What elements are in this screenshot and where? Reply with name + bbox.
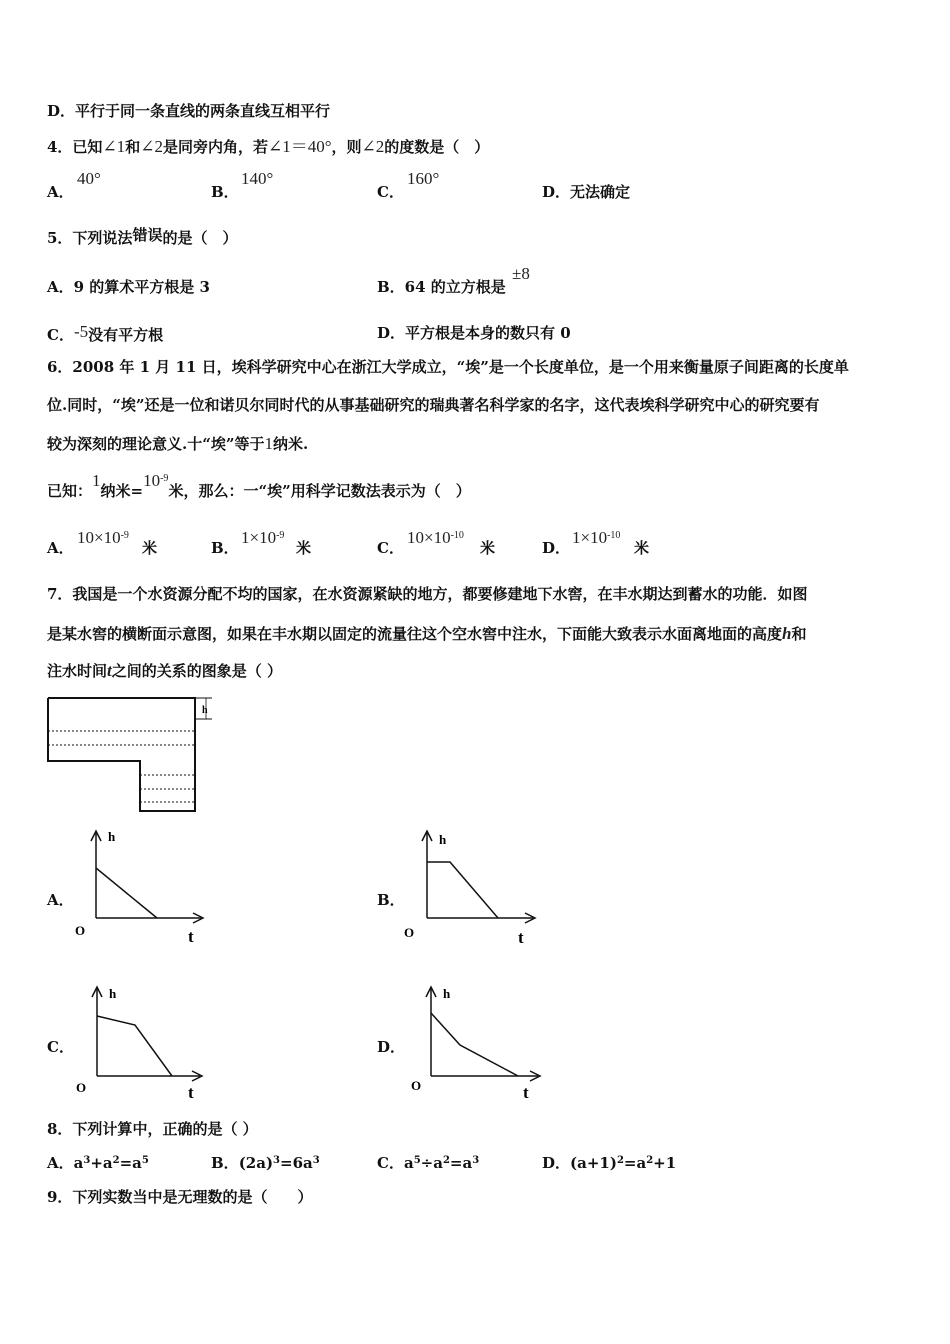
q4-option-b-label: B． (211, 183, 239, 201)
q8-option-c (377, 1156, 479, 1171)
q6-option-a-exp: -9 (120, 530, 129, 541)
q6-option-a-value (77, 529, 129, 546)
q4-angle2: ∠2 (140, 137, 163, 156)
q8-a-label: A． (47, 1154, 74, 1172)
q6-option-c-label: C． (377, 539, 404, 557)
q5-option-c (47, 322, 164, 344)
q8-c-exp: 3 (472, 1155, 480, 1166)
graph-b-origin-label: O (404, 925, 415, 940)
q4-stem-part: 是同旁内角，若 (162, 138, 268, 156)
q6-option-b-exp: -9 (276, 530, 285, 541)
q6-option-b-label: B． (211, 539, 239, 557)
q6-option-b-unit: 米 (296, 539, 312, 557)
q6-known-base: 10 (143, 471, 161, 490)
q7-line2-part: 和 (791, 625, 807, 643)
q8-b-exp: 3 (273, 1155, 281, 1166)
q8-a-exp: 2 (112, 1155, 120, 1166)
q8-b-exp: 3 (312, 1155, 320, 1166)
graph-a (70, 825, 210, 950)
q6-line3-part: 较为深刻的理论意义.十“埃”等于 (47, 435, 265, 453)
graph-c-t-label: t (188, 1083, 194, 1102)
q3-option-d: D．平行于同一条直线的两条直线互相平行 (47, 102, 331, 120)
q7-option-c-label: C． (47, 1038, 74, 1056)
q4-option-c-value: 160° (407, 169, 440, 188)
q8-b-term: (2a) (238, 1154, 274, 1172)
graph-b-curve (427, 862, 498, 918)
graph-b (400, 828, 545, 953)
q8-c-term: ÷a (420, 1154, 443, 1172)
q4-condition: ∠1＝40° (267, 137, 332, 156)
q6-known (47, 471, 471, 500)
q8-d-exp: 2 (646, 1155, 654, 1166)
q5-option-a: A．9 的算术平方根是 3 (47, 278, 210, 296)
q8-b-term: =6a (280, 1154, 313, 1172)
q6-known-part: 已知： (47, 482, 93, 500)
q4-option-b-value: 140° (241, 169, 274, 188)
q6-option-b-value (241, 529, 284, 546)
q8-stem: 8．下列计算中，正确的是（ ） (47, 1120, 258, 1138)
graph-d-curve (431, 1013, 518, 1076)
q5-stem-part: 的是（ ） (162, 229, 238, 247)
q8-c-exp: 2 (442, 1155, 450, 1166)
q4-angle1: ∠1 (102, 137, 126, 156)
q8-d-exp: 2 (616, 1155, 624, 1166)
graph-c (72, 980, 212, 1105)
q8-d-term: +1 (653, 1154, 677, 1172)
q6-option-c-exp: -10 (450, 530, 464, 541)
q5-option-c-math: -5 (73, 322, 89, 341)
q7-line3 (47, 662, 282, 679)
q6-known-part: 米，那么：一“埃”用科学记数法表示为（ ） (168, 482, 471, 500)
q6-option-b-coef: 1×10 (241, 528, 277, 547)
q8-c-exp: 5 (413, 1155, 421, 1166)
q7-line3-part: 之间的关系的图象是（ ） (111, 662, 282, 680)
q8-a-exp: 5 (141, 1155, 149, 1166)
q6-line1: 6．2008 年 1 月 11 日，埃科学研究中心在浙江大学成立，“埃”是一个长度单位，是一个用来衡量原子间距离的长度单 (47, 358, 849, 376)
q4-stem-part: 4．已知 (47, 138, 103, 156)
graph-c-curve (97, 1016, 172, 1076)
q7-line2 (47, 625, 807, 642)
q6-known-math: 1 (92, 471, 101, 490)
q6-option-c-coef: 10×10 (407, 528, 451, 547)
q8-a-term: +a (90, 1154, 113, 1172)
q6-option-d-exp: -10 (607, 530, 621, 541)
q7-var-t: t (107, 661, 112, 680)
graph-b-t-label: t (518, 928, 524, 947)
q5-option-c-label: C． (47, 326, 74, 344)
q6-line3-part: 纳米. (272, 435, 309, 453)
q6-line3-math: 1 (264, 434, 273, 453)
q4-option-c-label: C． (377, 183, 404, 201)
q6-option-d-coef: 1×10 (572, 528, 608, 547)
q5-option-b-math: ±8 (512, 264, 530, 283)
q7-option-b-label: B． (377, 891, 405, 909)
diagram-h-label: h (202, 705, 208, 716)
q4-stem-part: ，则 (331, 138, 362, 156)
q5-option-c-text: 没有平方根 (88, 326, 164, 344)
q8-d-term: (a+1) (570, 1154, 617, 1172)
q5-stem-part: 5．下列说法 (47, 229, 133, 247)
q8-option-b (211, 1156, 320, 1171)
q4-option-a-label: A． (47, 183, 74, 201)
q6-known-part: 纳米= (100, 482, 144, 500)
q6-option-a-coef: 10×10 (77, 528, 121, 547)
q8-a-term: a (73, 1154, 84, 1172)
q7-line3-part: 注水时间 (47, 662, 108, 680)
q4-angle2b: ∠2 (361, 137, 385, 156)
q5-option-b: B．64 的立方根是 (377, 278, 506, 296)
q6-option-d-label: D． (542, 539, 571, 557)
graph-a-curve (96, 868, 157, 918)
graph-d-origin-label: O (411, 1078, 422, 1093)
q6-option-a-unit: 米 (142, 539, 158, 557)
q6-option-c-unit: 米 (480, 539, 496, 557)
q6-option-a-label: A． (47, 539, 74, 557)
q7-line1: 7．我国是一个水资源分配不均的国家，在水资源紧缺的地方，都要修建地下水窖，在丰水期达到蓄水的功能．如图 (47, 585, 808, 603)
q7-option-d-label: D． (377, 1038, 406, 1056)
q6-option-d-unit: 米 (634, 539, 650, 557)
q5-stem-emphasis: 错误 (132, 226, 163, 244)
cistern-outline (48, 698, 195, 811)
graph-c-origin-label: O (76, 1080, 87, 1095)
q7-option-a-label: A． (47, 891, 74, 909)
graph-b-h-label: h (439, 832, 447, 847)
q6-known-power (143, 471, 168, 490)
q7-line2-part: 是某水窖的横断面示意图，如果在丰水期以固定的流量往这个空水窖中注水，下面能大致表示水面离地面的高度 (47, 625, 783, 643)
q8-c-term: a (403, 1154, 414, 1172)
q4-option-a-value: 40° (77, 169, 101, 188)
q4-stem (47, 138, 489, 155)
graph-c-h-label: h (109, 986, 117, 1001)
q7-var-h: h (782, 624, 792, 643)
cistern-cross-section-diagram (40, 690, 220, 815)
q8-option-d (542, 1156, 676, 1171)
q6-known-exponent: -9 (160, 473, 169, 484)
graph-a-t-label: t (188, 927, 194, 946)
q8-a-exp: 3 (83, 1155, 91, 1166)
graph-a-h-label: h (108, 829, 116, 844)
q6-line3 (47, 435, 308, 452)
graph-d-h-label: h (443, 986, 451, 1001)
q6-option-c-value (407, 529, 464, 546)
q9-stem: 9．下列实数当中是无理数的是（ ） (47, 1188, 313, 1206)
q8-d-label: D． (542, 1154, 571, 1172)
q4-stem-part: 的度数是（ ） (384, 138, 490, 156)
graph-d (405, 980, 550, 1105)
q8-b-label: B． (211, 1154, 239, 1172)
q6-option-d-value (572, 529, 620, 546)
q8-d-term: =a (623, 1154, 647, 1172)
q8-option-a (47, 1156, 149, 1171)
q8-c-label: C． (377, 1154, 404, 1172)
q4-stem-part: 和 (125, 138, 141, 156)
q5-option-d: D．平方根是本身的数只有 0 (377, 324, 571, 342)
q8-c-term: =a (449, 1154, 473, 1172)
q8-a-term: =a (119, 1154, 142, 1172)
graph-d-t-label: t (523, 1083, 529, 1102)
graph-a-origin-label: O (75, 923, 86, 938)
q4-option-d: D．无法确定 (542, 183, 631, 201)
q6-line2: 位.同时，“埃”还是一位和诺贝尔同时代的从事基础研究的瑞典著名科学家的名字，这代表埃科学研究中心的研究要有 (47, 396, 820, 414)
q5-stem (47, 226, 238, 247)
